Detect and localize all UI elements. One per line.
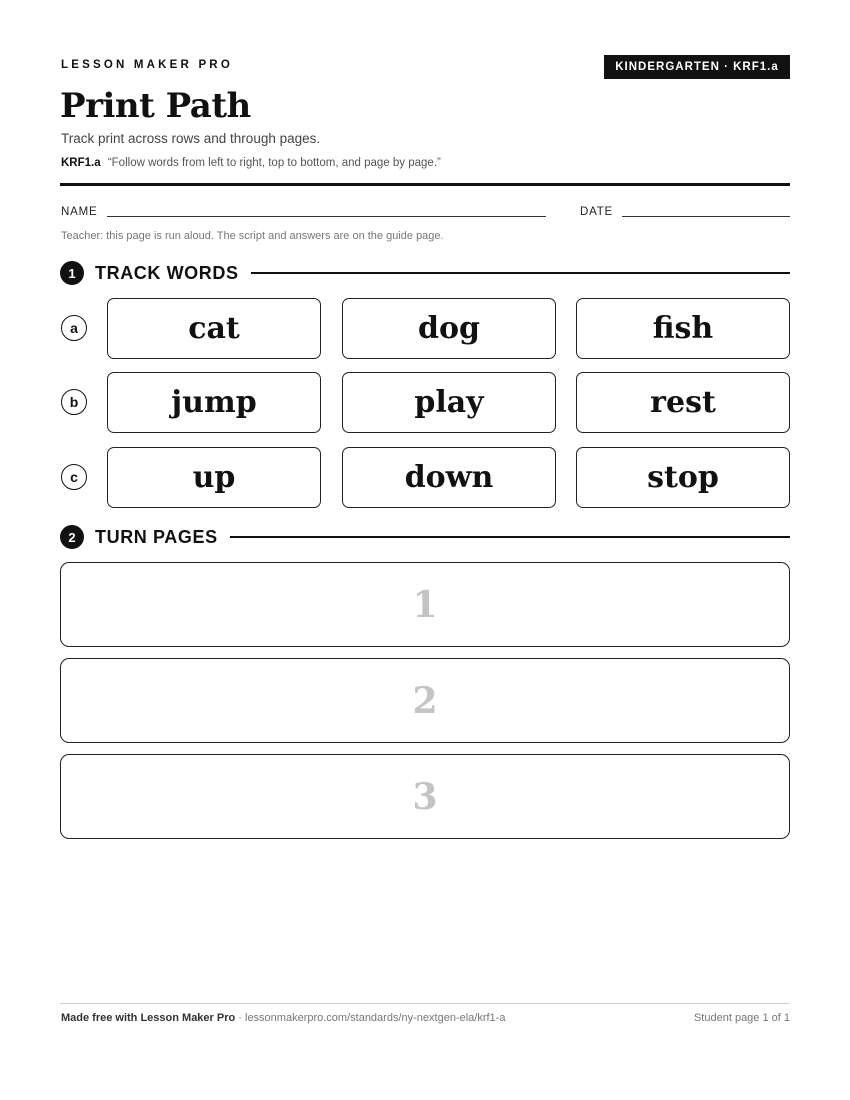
section-title: TURN PAGES <box>95 526 218 547</box>
standard-code: KRF1.a <box>61 157 101 169</box>
name-label: NAME <box>61 206 98 218</box>
word-card[interactable]: up <box>107 447 321 508</box>
standard-quote: “Follow words from left to right, top to bottom, and page by page.” <box>107 157 441 169</box>
word-card[interactable]: dog <box>342 298 556 359</box>
page-subtitle: Track print across rows and through pages. <box>61 131 321 146</box>
teacher-note: Teacher: this page is run aloud. The script and answers are on the guide page. <box>61 230 444 242</box>
name-field[interactable] <box>107 216 546 217</box>
page-number: 2 <box>412 679 438 722</box>
section-turn-pages-header <box>60 524 790 550</box>
word-card[interactable]: down <box>342 447 556 508</box>
section-rule <box>251 272 790 274</box>
header-divider <box>60 183 790 186</box>
word-card[interactable]: stop <box>576 447 790 508</box>
section-title: TRACK WORDS <box>95 262 239 283</box>
page-number: 1 <box>412 583 438 626</box>
section-number-badge: 1 <box>60 261 84 285</box>
row-marker-a: a <box>61 315 87 341</box>
brand-name: LESSON MAKER PRO <box>61 59 233 71</box>
page-box-3[interactable] <box>60 754 790 839</box>
date-field[interactable] <box>622 216 790 217</box>
section-rule <box>230 536 790 538</box>
page-box-2[interactable] <box>60 658 790 743</box>
date-label: DATE <box>580 206 614 218</box>
row-marker-c: c <box>61 464 87 490</box>
row-marker-b: b <box>61 389 87 415</box>
footer-made-with: Made free with Lesson Maker Pro <box>61 1012 236 1024</box>
footer-page-label: Student page 1 of 1 <box>693 1012 790 1024</box>
section-track-words-header <box>60 260 790 286</box>
page-number: 3 <box>412 775 438 818</box>
standard-line <box>61 157 441 169</box>
grade-badge: KINDERGARTEN · KRF1.a <box>604 55 790 79</box>
page-box-1[interactable] <box>60 562 790 647</box>
word-card[interactable]: jump <box>107 372 321 433</box>
word-card[interactable]: play <box>342 372 556 433</box>
word-card[interactable]: rest <box>576 372 790 433</box>
page-title: Print Path <box>60 86 251 126</box>
word-card[interactable]: cat <box>107 298 321 359</box>
footer-url[interactable]: · lessonmakerpro.com/standards/ny-nextgen-ela/krf1-a <box>235 1012 506 1024</box>
word-card[interactable]: fish <box>576 298 790 359</box>
footer-credit <box>61 1012 505 1024</box>
footer-divider <box>60 1003 790 1004</box>
section-number-badge: 2 <box>60 525 84 549</box>
